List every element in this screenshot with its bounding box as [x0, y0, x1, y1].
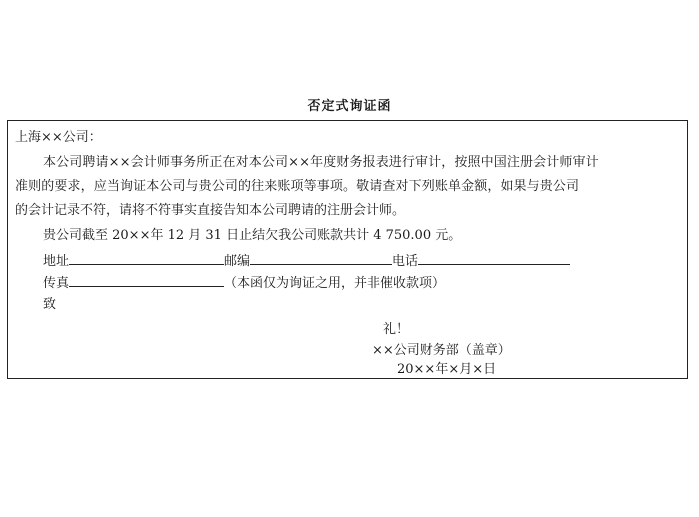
postcode-label: 邮编	[224, 254, 251, 269]
fax-field[interactable]	[69, 274, 224, 287]
body-line-1: 本公司聘请××会计师事务所正在对本公司××年度财务报表进行审计，按照中国注册会计师审计	[43, 155, 599, 170]
salutation: 上海××公司：	[15, 130, 102, 145]
phone-field[interactable]	[418, 252, 570, 265]
closing-to: 致	[43, 297, 57, 312]
closing-regards: 礼！	[383, 322, 410, 337]
fax-label: 传真	[43, 276, 70, 291]
letter-date: 20××年×月×日	[397, 362, 497, 377]
body-line-2: 准则的要求，应当询证本公司与贵公司的往来账项等事项。敬请查对下列账单金额，如果与贵公司	[15, 179, 580, 194]
address-field[interactable]	[69, 252, 224, 265]
fax-row	[43, 274, 445, 292]
signature: ××公司财务部（盖章）	[372, 343, 511, 358]
contact-row	[43, 252, 570, 270]
fax-note: （本函仅为询证之用，并非催收款项）	[224, 276, 446, 291]
balance-line: 贵公司截至 20××年 12 月 31 日止结欠我公司账款共计 4 750.00 元。	[43, 228, 462, 243]
address-label: 地址	[43, 254, 70, 269]
postcode-field[interactable]	[250, 252, 392, 265]
body-line-3: 的会计记录不符，请将不符事实直接告知本公司聘请的注册会计师。	[15, 203, 406, 218]
document-title: 否定式询证函	[307, 99, 392, 114]
phone-label: 电话	[392, 254, 419, 269]
